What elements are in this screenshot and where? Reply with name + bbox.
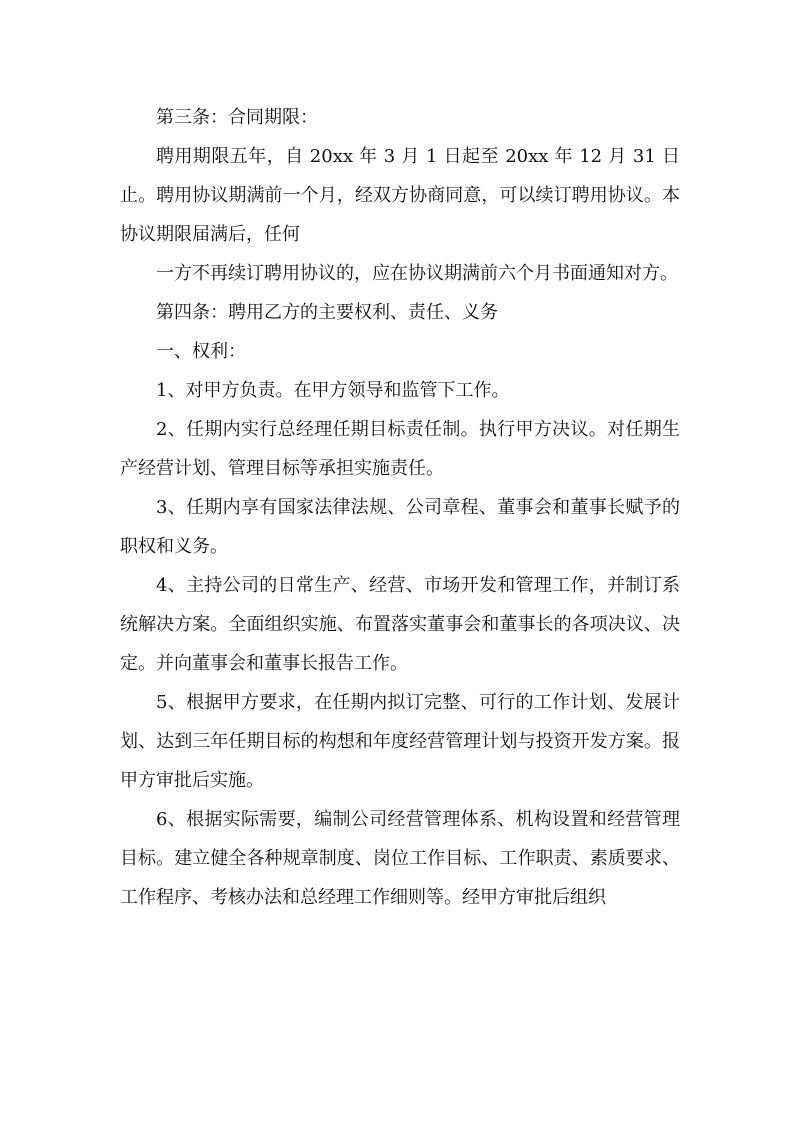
paragraph-term-period: 聘用期限五年，自 20xx 年 3 月 1 日起至 20xx 年 12 月 31 日止。聘用协议期满前一个月，经双方协商同意，可以续订聘用协议。本协议期限届满后，任何 <box>120 146 680 245</box>
paragraph-article-3-heading: 第三条：合同期限： <box>156 107 318 128</box>
paragraph-item-6: 6、根据实际需要，编制公司经营管理体系、机构设置和经营管理目标。建立健全各种规章制度、岗位工作目标、工作职责、素质要求、工作程序、考核办法和总经理工作细则等。经甲方审批后组织 <box>120 809 680 908</box>
paragraph-item-2: 2、任期内实行总经理任期目标责任制。执行甲方决议。对任期生产经营计划、管理目标等承担实施责任。 <box>120 419 680 479</box>
paragraph-item-1: 1、对甲方负责。在甲方领导和监管下工作。 <box>156 380 510 401</box>
paragraph-item-4: 4、主持公司的日常生产、经营、市场开发和管理工作，并制订系统解决方案。全面组织实施、布置落实董事会和董事长的各项决议、决定。并向董事会和董事长报告工作。 <box>120 575 680 674</box>
paragraph-rights-heading: 一、权利： <box>156 341 246 362</box>
paragraph-item-5: 5、根据甲方要求，在任期内拟订完整、可行的工作计划、发展计划、达到三年任期目标的构想和年度经营管理计划与投资开发方案。报甲方审批后实施。 <box>120 692 680 791</box>
paragraph-item-3: 3、任期内享有国家法律法规、公司章程、董事会和董事长赋予的职权和义务。 <box>120 497 680 557</box>
paragraph-renewal-notice: 一方不再续订聘用协议的，应在协议期满前六个月书面通知对方。 <box>156 263 678 284</box>
document-body <box>120 98 680 917</box>
paragraph-article-4-heading: 第四条：聘用乙方的主要权利、责任、义务 <box>156 302 498 323</box>
